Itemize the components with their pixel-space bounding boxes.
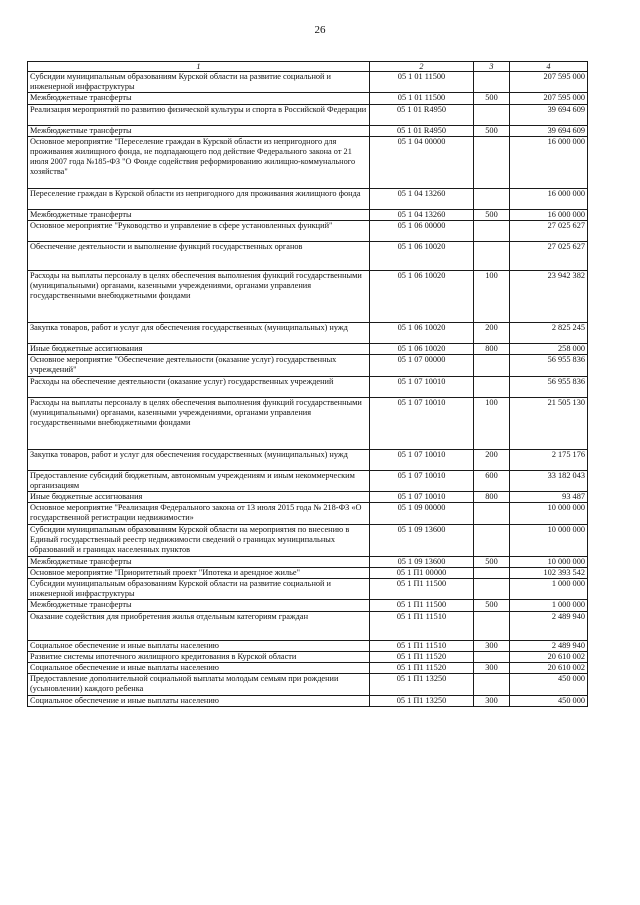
- row-code-cell: 05 1 01 11500: [370, 93, 474, 104]
- table-row: [28, 524, 588, 556]
- row-amount-cell: 16 000 000: [510, 188, 588, 209]
- row-code-cell: 05 1 П1 00000: [370, 567, 474, 578]
- row-code-cell: 05 1 04 00000: [370, 136, 474, 188]
- row-name-cell: Субсидии муниципальным образованиям Курской области на развитие социальной и инженерной инфраструктуры: [28, 72, 370, 93]
- row-code-cell: 05 1 07 10010: [370, 470, 474, 491]
- row-name-cell: Социальное обеспечение и иные выплаты населению: [28, 640, 370, 651]
- row-name-cell: Основное мероприятие "Руководство и управление в сфере установленных функций": [28, 221, 370, 242]
- row-expense-type-cell: [474, 579, 510, 600]
- table-row: [28, 449, 588, 470]
- row-amount-cell: 2 489 940: [510, 611, 588, 640]
- row-code-cell: 05 1 06 10020: [370, 242, 474, 271]
- row-name-cell: Переселение граждан в Курской области из непригодного для проживания жилищного фонда: [28, 188, 370, 209]
- row-name-cell: Оказание содействия для приобретения жилья отдельным категориям граждан: [28, 611, 370, 640]
- row-expense-type-cell: [474, 355, 510, 376]
- row-expense-type-cell: 500: [474, 556, 510, 567]
- table-row: [28, 556, 588, 567]
- row-expense-type-cell: [474, 221, 510, 242]
- row-name-cell: Иные бюджетные ассигнования: [28, 492, 370, 503]
- table-row: [28, 397, 588, 449]
- row-code-cell: 05 1 П1 13250: [370, 674, 474, 695]
- table-header-row: [28, 62, 588, 72]
- row-name-cell: Закупка товаров, работ и услуг для обеспечения государственных (муниципальных) нужд: [28, 323, 370, 344]
- table-row: [28, 376, 588, 397]
- row-expense-type-cell: 200: [474, 449, 510, 470]
- row-code-cell: 05 1 П1 11500: [370, 600, 474, 611]
- table-row: [28, 104, 588, 125]
- row-name-cell: Основное мероприятие "Приоритетный проект "Ипотека и арендное жилье": [28, 567, 370, 578]
- row-name-cell: Обеспечение деятельности и выполнение функций государственных органов: [28, 242, 370, 271]
- row-code-cell: 05 1 06 00000: [370, 221, 474, 242]
- header-col-3: 3: [474, 62, 510, 72]
- table-row: [28, 663, 588, 674]
- row-name-cell: Межбюджетные трансферты: [28, 93, 370, 104]
- row-amount-cell: 10 000 000: [510, 556, 588, 567]
- row-amount-cell: 2 175 176: [510, 449, 588, 470]
- row-code-cell: 05 1 06 10020: [370, 344, 474, 355]
- row-name-cell: Социальное обеспечение и иные выплаты населению: [28, 695, 370, 706]
- row-expense-type-cell: 500: [474, 209, 510, 220]
- table-row: [28, 651, 588, 662]
- row-expense-type-cell: [474, 567, 510, 578]
- row-expense-type-cell: 200: [474, 323, 510, 344]
- row-amount-cell: 2 825 245: [510, 323, 588, 344]
- table-row: [28, 72, 588, 93]
- row-amount-cell: 16 000 000: [510, 136, 588, 188]
- budget-table: [27, 61, 588, 707]
- table-row: [28, 492, 588, 503]
- row-name-cell: Расходы на выплаты персоналу в целях обеспечения выполнения функций государственными (муниципальными) органами, казенными учреждениями, органами управления государственными внебюджетными фондами: [28, 271, 370, 323]
- table-row: [28, 125, 588, 136]
- table-row: [28, 271, 588, 323]
- row-code-cell: 05 1 07 10010: [370, 376, 474, 397]
- row-amount-cell: 56 955 836: [510, 355, 588, 376]
- row-amount-cell: 207 595 000: [510, 93, 588, 104]
- row-expense-type-cell: [474, 611, 510, 640]
- row-amount-cell: 27 025 627: [510, 242, 588, 271]
- row-amount-cell: 2 489 940: [510, 640, 588, 651]
- row-amount-cell: 56 955 836: [510, 376, 588, 397]
- table-row: [28, 611, 588, 640]
- row-code-cell: 05 1 П1 11500: [370, 579, 474, 600]
- row-expense-type-cell: 800: [474, 344, 510, 355]
- table-row: [28, 344, 588, 355]
- table-row: [28, 209, 588, 220]
- row-name-cell: Социальное обеспечение и иные выплаты населению: [28, 663, 370, 674]
- row-name-cell: Межбюджетные трансферты: [28, 209, 370, 220]
- row-amount-cell: 102 393 542: [510, 567, 588, 578]
- page-number: 26: [314, 24, 326, 36]
- row-code-cell: 05 1 П1 11510: [370, 640, 474, 651]
- row-expense-type-cell: 300: [474, 695, 510, 706]
- row-expense-type-cell: 300: [474, 640, 510, 651]
- row-code-cell: 05 1 06 10020: [370, 323, 474, 344]
- row-name-cell: Межбюджетные трансферты: [28, 600, 370, 611]
- row-expense-type-cell: [474, 242, 510, 271]
- row-amount-cell: 20 610 002: [510, 663, 588, 674]
- row-amount-cell: 20 610 002: [510, 651, 588, 662]
- table-row: [28, 600, 588, 611]
- row-expense-type-cell: [474, 72, 510, 93]
- row-amount-cell: 10 000 000: [510, 503, 588, 524]
- row-expense-type-cell: 800: [474, 492, 510, 503]
- row-expense-type-cell: 500: [474, 125, 510, 136]
- row-amount-cell: 39 694 609: [510, 104, 588, 125]
- table-row: [28, 579, 588, 600]
- row-expense-type-cell: [474, 503, 510, 524]
- row-amount-cell: 450 000: [510, 674, 588, 695]
- row-code-cell: 05 1 П1 13250: [370, 695, 474, 706]
- row-name-cell: Закупка товаров, работ и услуг для обеспечения государственных (муниципальных) нужд: [28, 449, 370, 470]
- row-name-cell: Основное мероприятие "Реализация Федерального закона от 13 июля 2015 года № 218-ФЗ «О государственной регистрации недвижимости»: [28, 503, 370, 524]
- row-expense-type-cell: 500: [474, 93, 510, 104]
- row-name-cell: Субсидии муниципальным образованиям Курской области на мероприятия по внесению в Единый государственный реестр недвижимости сведений о границах муниципальных образований и границах населенных пунктов: [28, 524, 370, 556]
- row-name-cell: Предоставление субсидий бюджетным, автономным учреждениям и иным некоммерческим организациям: [28, 470, 370, 491]
- table-row: [28, 221, 588, 242]
- row-expense-type-cell: 500: [474, 600, 510, 611]
- row-expense-type-cell: [474, 188, 510, 209]
- table-row: [28, 93, 588, 104]
- table-row: [28, 503, 588, 524]
- row-expense-type-cell: [474, 104, 510, 125]
- row-name-cell: Развитие системы ипотечного жилищного кредитования в Курской области: [28, 651, 370, 662]
- table-row: [28, 355, 588, 376]
- row-code-cell: 05 1 09 13600: [370, 524, 474, 556]
- table-row: [28, 470, 588, 491]
- row-code-cell: 05 1 П1 11520: [370, 663, 474, 674]
- table-row: [28, 136, 588, 188]
- row-amount-cell: 10 000 000: [510, 524, 588, 556]
- row-code-cell: 05 1 П1 11520: [370, 651, 474, 662]
- row-expense-type-cell: 100: [474, 271, 510, 323]
- row-name-cell: Межбюджетные трансферты: [28, 556, 370, 567]
- header-col-1: 1: [28, 62, 370, 72]
- row-name-cell: Расходы на обеспечение деятельности (оказание услуг) государственных учреждений: [28, 376, 370, 397]
- row-amount-cell: 27 025 627: [510, 221, 588, 242]
- row-amount-cell: 207 595 000: [510, 72, 588, 93]
- row-amount-cell: 258 000: [510, 344, 588, 355]
- row-code-cell: 05 1 07 00000: [370, 355, 474, 376]
- row-code-cell: 05 1 07 10010: [370, 449, 474, 470]
- row-amount-cell: 23 942 382: [510, 271, 588, 323]
- row-code-cell: 05 1 04 13260: [370, 209, 474, 220]
- row-expense-type-cell: [474, 524, 510, 556]
- table-row: [28, 695, 588, 706]
- header-col-4: 4: [510, 62, 588, 72]
- row-expense-type-cell: [474, 674, 510, 695]
- table-row: [28, 323, 588, 344]
- table-row: [28, 188, 588, 209]
- header-col-2: 2: [370, 62, 474, 72]
- row-code-cell: 05 1 04 13260: [370, 188, 474, 209]
- row-expense-type-cell: [474, 651, 510, 662]
- row-amount-cell: 93 487: [510, 492, 588, 503]
- row-code-cell: 05 1 01 11500: [370, 72, 474, 93]
- row-code-cell: 05 1 09 00000: [370, 503, 474, 524]
- row-name-cell: Предоставление дополнительной социальной выплаты молодым семьям при рождении (усыновлении) каждого ребенка: [28, 674, 370, 695]
- row-amount-cell: 16 000 000: [510, 209, 588, 220]
- row-code-cell: 05 1 06 10020: [370, 271, 474, 323]
- row-expense-type-cell: [474, 136, 510, 188]
- table-row: [28, 640, 588, 651]
- row-expense-type-cell: [474, 376, 510, 397]
- row-name-cell: Расходы на выплаты персоналу в целях обеспечения выполнения функций государственными (муниципальными) органами, казенными учреждениями, органами управления государственными внебюджетными фондами: [28, 397, 370, 449]
- table-row: [28, 242, 588, 271]
- row-expense-type-cell: 300: [474, 663, 510, 674]
- row-name-cell: Основное мероприятие "Обеспечение деятельности (оказание услуг) государственных учреждений": [28, 355, 370, 376]
- row-name-cell: Иные бюджетные ассигнования: [28, 344, 370, 355]
- row-name-cell: Основное мероприятие "Переселение граждан в Курской области из непригодного для проживания жилищного фонда, не подпадающего под действие Федерального закона от 21 июля 2007 года №185-ФЗ "О Фонде содействия реформированию жилищно-коммунального хозяйства": [28, 136, 370, 188]
- row-code-cell: 05 1 П1 11510: [370, 611, 474, 640]
- table-row: [28, 567, 588, 578]
- row-amount-cell: 33 182 043: [510, 470, 588, 491]
- table-row: [28, 674, 588, 695]
- row-code-cell: 05 1 01 R4950: [370, 104, 474, 125]
- row-code-cell: 05 1 07 10010: [370, 492, 474, 503]
- row-code-cell: 05 1 01 R4950: [370, 125, 474, 136]
- row-name-cell: Субсидии муниципальным образованиям Курской области на развитие социальной и инженерной инфраструктуры: [28, 579, 370, 600]
- row-amount-cell: 450 000: [510, 695, 588, 706]
- row-name-cell: Реализация мероприятий по развитию физической культуры и спорта в Российской Федерации: [28, 104, 370, 125]
- row-amount-cell: 1 000 000: [510, 600, 588, 611]
- table-body: [28, 72, 588, 707]
- row-amount-cell: 39 694 609: [510, 125, 588, 136]
- row-amount-cell: 21 505 130: [510, 397, 588, 449]
- row-amount-cell: 1 000 000: [510, 579, 588, 600]
- row-code-cell: 05 1 07 10010: [370, 397, 474, 449]
- row-code-cell: 05 1 09 13600: [370, 556, 474, 567]
- row-expense-type-cell: 100: [474, 397, 510, 449]
- row-name-cell: Межбюджетные трансферты: [28, 125, 370, 136]
- row-expense-type-cell: 600: [474, 470, 510, 491]
